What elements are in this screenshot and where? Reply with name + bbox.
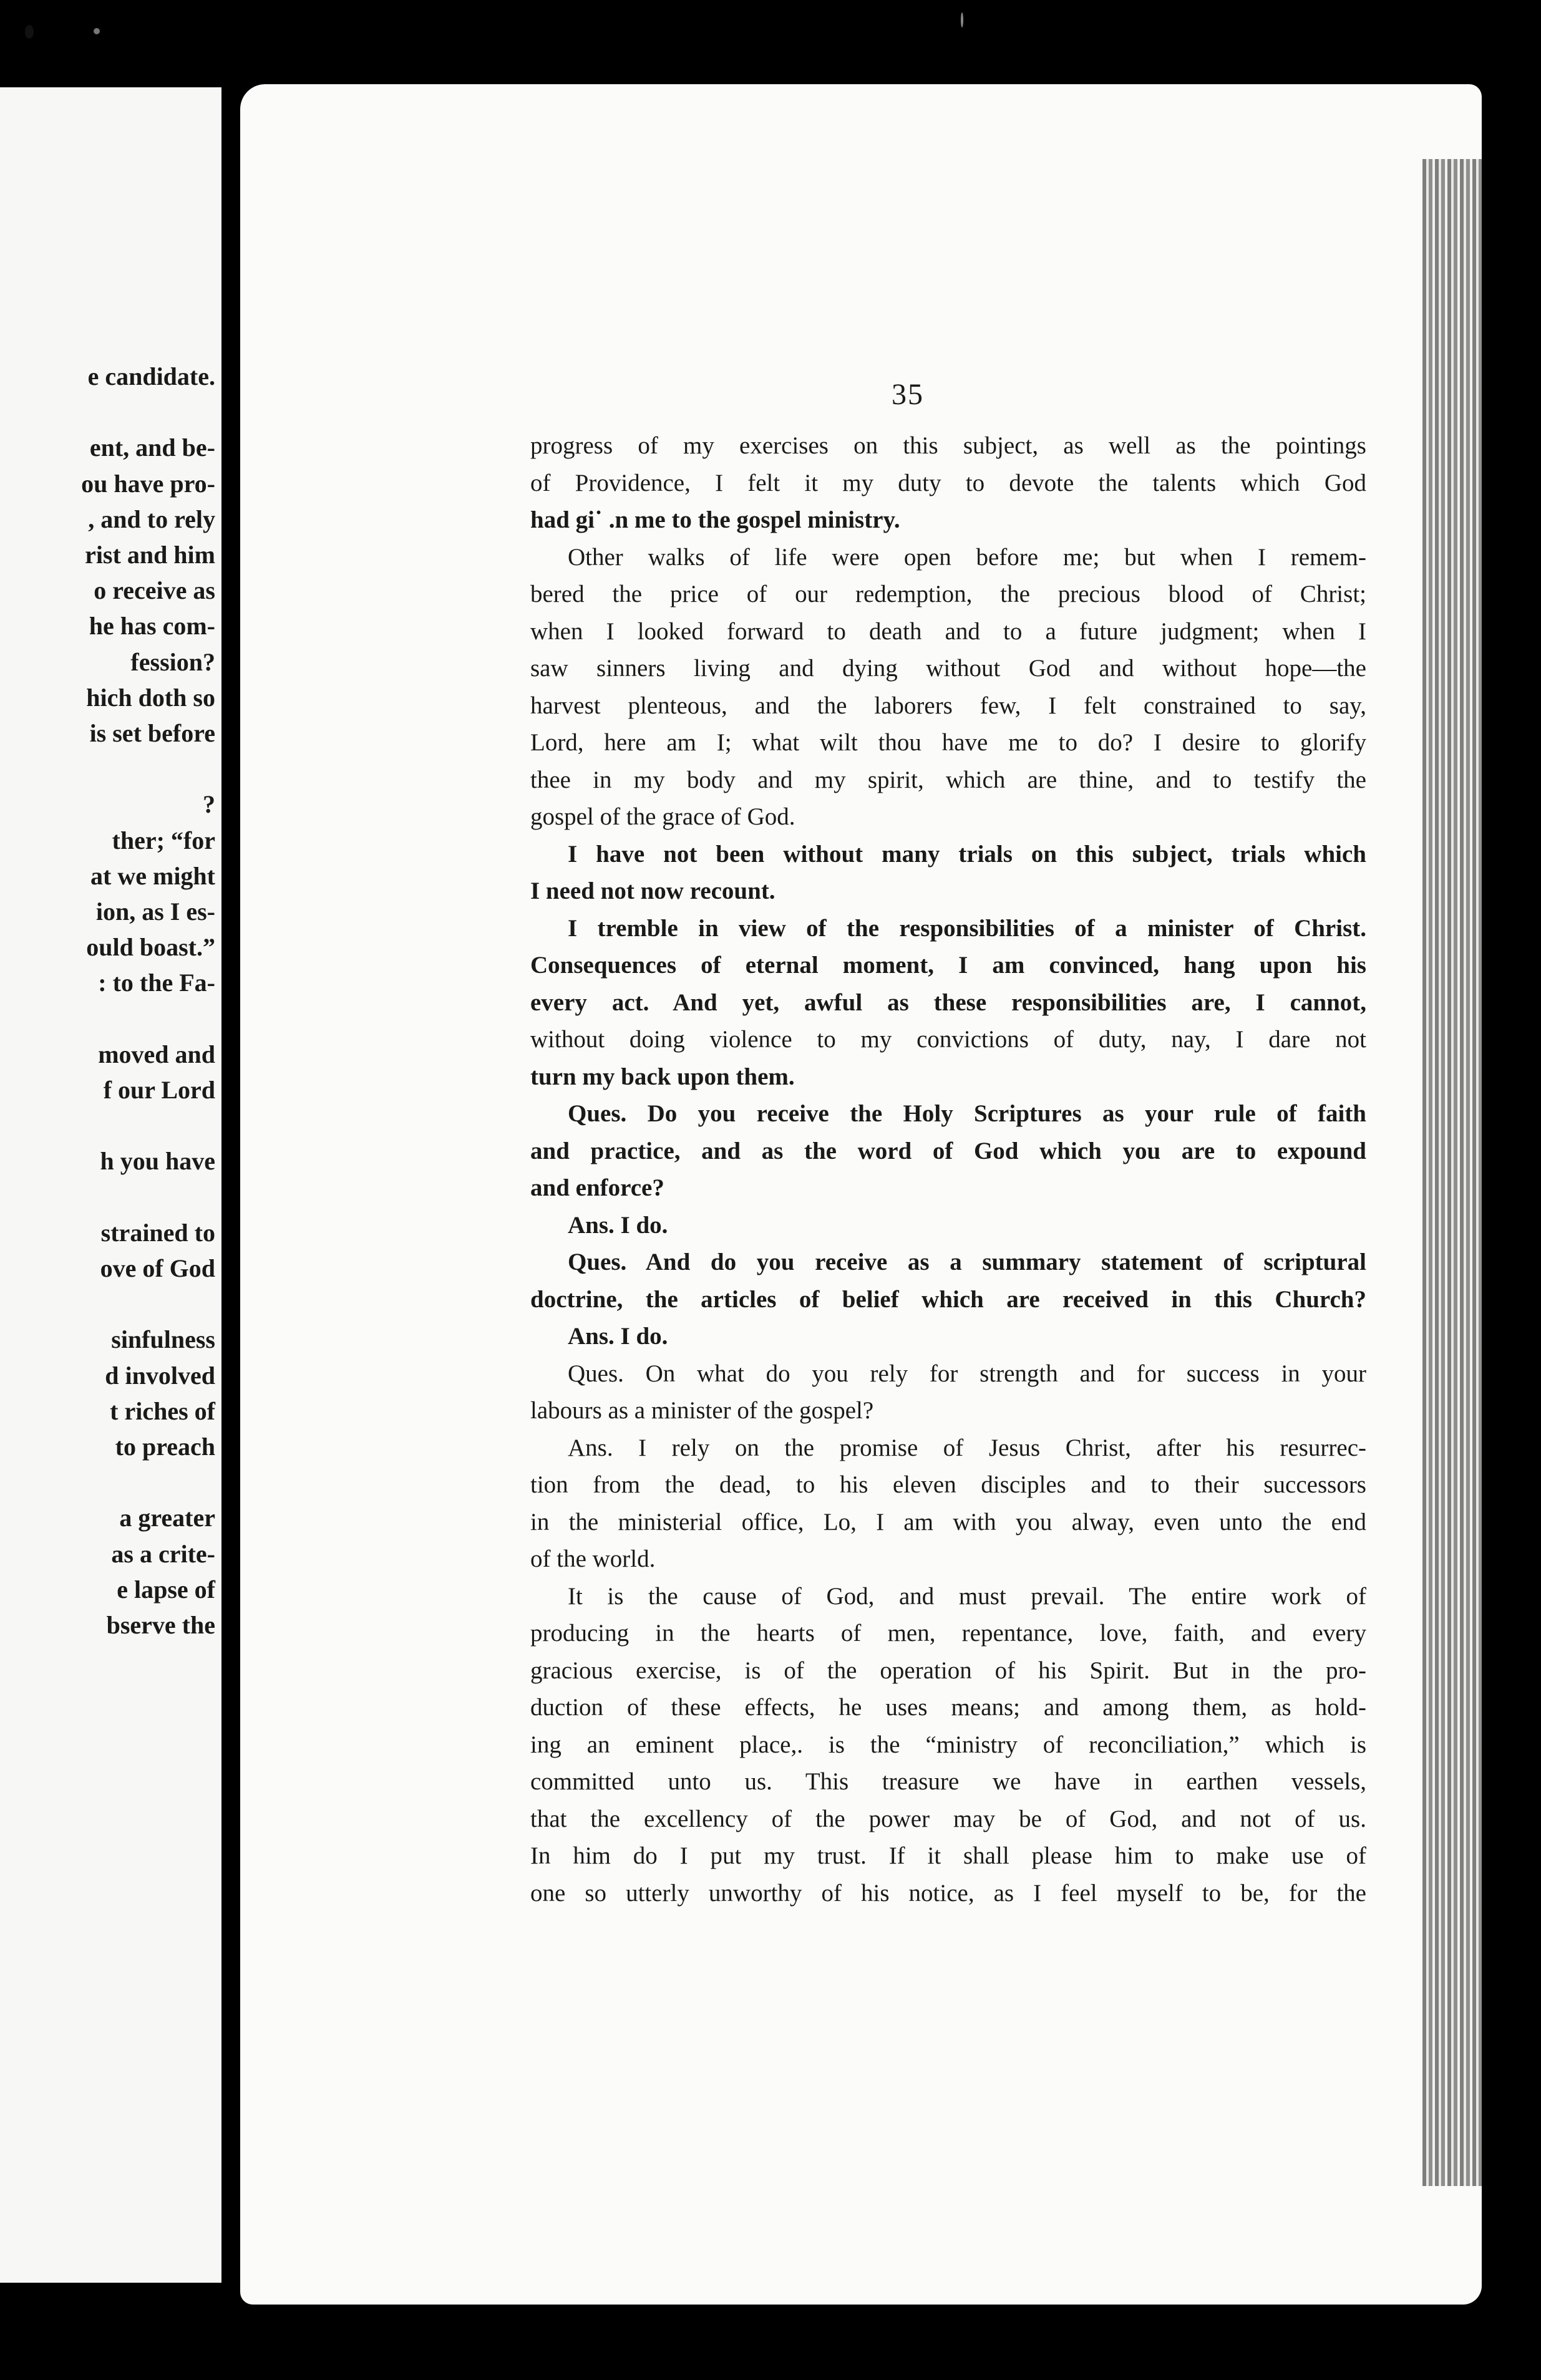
text-line: harvest plenteous, and the laborers few, I felt constrained to say, [530,692,1366,719]
previous-page-line: is set before [89,719,215,747]
text-line: Ques. On what do you rely for strength and for success in your [568,1360,1366,1387]
previous-page-line: a greater [119,1504,215,1532]
previous-page-line: e candidate. [87,362,215,390]
previous-page-line: he has com- [89,612,215,641]
text-line: It is the cause of God, and must prevail. The entire work of [568,1582,1366,1610]
text-line: In him do I put my trust. If it shall please him to make use of [530,1842,1366,1869]
previous-page-line: d involved [105,1361,215,1390]
previous-page-line: e lapse of [117,1575,215,1604]
previous-page-line: t riches of [110,1396,215,1425]
scan-speck [94,28,100,34]
text-line: of Providence, I felt it my duty to devote the talents which God [530,469,1366,496]
previous-page-line: at we might [90,861,215,890]
previous-page-line: f our Lord [103,1076,215,1104]
text-line: I have not been without many trials on this subject, trials which [568,840,1366,868]
scan-speck [25,25,34,39]
previous-page-line: bserve the [106,1611,215,1639]
text-line: of the world. [530,1546,656,1572]
text-line: every act. And yet, awful as these responsibilities are, I cannot, [530,989,1366,1016]
text-line: Lord, here am I; what wilt thou have me to do? I desire to glorify [530,729,1366,756]
previous-page-line: sinfulness [111,1325,215,1354]
text-line: Ans. I do. [568,1211,668,1239]
previous-page-line: ion, as I es- [95,897,215,926]
previous-page-line: fession? [130,647,215,676]
text-line: I tremble in view of the responsibilities of a minister of Christ. [568,914,1366,942]
text-line: without doing violence to my convictions of duty, nay, I dare not [530,1026,1366,1053]
previous-page-line: moved and [98,1040,215,1068]
page-edge-shadow [1422,159,1482,2186]
previous-page-line: ther; “for [112,826,215,854]
body-text [530,427,1366,1912]
text-line: tion from the dead, to his eleven disciples and to their successors [530,1471,1366,1498]
previous-page-line: ould boast.” [86,933,215,962]
text-line: and practice, and as the word of God which you are to expound [530,1137,1366,1164]
previous-page-line: ? [203,790,215,819]
text-line: ing an eminent place,. is the “ministry of reconciliation,” which is [530,1731,1366,1758]
text-line: thee in my body and my spirit, which are thine, and to testify the [530,766,1366,793]
previous-page-line: ou have pro- [81,469,215,498]
previous-page-line: rist and him [85,541,215,569]
previous-page-line: o receive as [94,576,215,605]
text-line: Ques. Do you receive the Holy Scriptures as your rule of faith [568,1100,1366,1127]
text-line: committed unto us. This treasure we have in earthen vessels, [530,1768,1366,1795]
previous-page-line: h you have [100,1147,215,1176]
text-line: gracious exercise, is of the operation of his Spirit. But in the pro- [530,1657,1366,1684]
previous-page-line: ent, and be- [89,433,215,462]
text-line: and enforce? [530,1174,664,1201]
text-line: producing in the hearts of men, repentance, love, faith, and every [530,1620,1366,1647]
text-line: one so utterly unworthy of his notice, as I feel myself to be, for the [530,1879,1366,1907]
text-line: Consequences of eternal moment, I am convinced, hang upon his [530,952,1366,979]
text-line: bered the price of our redemption, the precious blood of Christ; [530,581,1366,607]
previous-page-line: to preach [115,1433,215,1461]
text-line: Ques. And do you receive as a summary statement of scriptural [568,1249,1366,1275]
text-line: doctrine, the articles of belief which are received in this Church? [530,1285,1366,1313]
previous-page-line: strained to [100,1218,215,1247]
previous-page [0,87,221,2283]
text-line: Ans. I rely on the promise of Jesus Christ, after his resurrec- [568,1434,1366,1461]
page-number: 35 [892,378,924,411]
text-line: Other walks of life were open before me; but when I remem- [568,543,1366,571]
previous-page-line: hich doth so [86,683,215,712]
book-gutter [221,0,240,2380]
text-line: I need not now recount. [530,878,775,904]
text-line: duction of these effects, he uses means; and among them, as hold- [530,1694,1366,1721]
previous-page-line: : to the Fa- [98,969,215,997]
text-line: in the ministerial office, Lo, I am with you alway, even unto the end [530,1508,1366,1536]
scan-speck [961,12,963,27]
previous-page-line: , and to rely [88,505,215,533]
text-line: had gi˙ .n me to the gospel ministry. [530,506,900,533]
previous-page-line: as a crite- [111,1539,215,1568]
current-page [240,84,1482,2305]
text-line: when I looked forward to death and to a future judgment; when I [530,617,1366,645]
text-line: gospel of the grace of God. [530,803,795,830]
text-line: Ans. I do. [568,1323,668,1350]
text-line: labours as a minister of the gospel? [530,1397,874,1424]
text-line: progress of my exercises on this subject, as well as the pointings [530,432,1366,459]
text-line: turn my back upon them. [530,1063,795,1090]
text-line: that the excellency of the power may be of God, and not of us. [530,1805,1366,1832]
previous-page-line: ove of God [100,1254,215,1282]
text-line: saw sinners living and dying without God and without hope—the [530,655,1366,682]
